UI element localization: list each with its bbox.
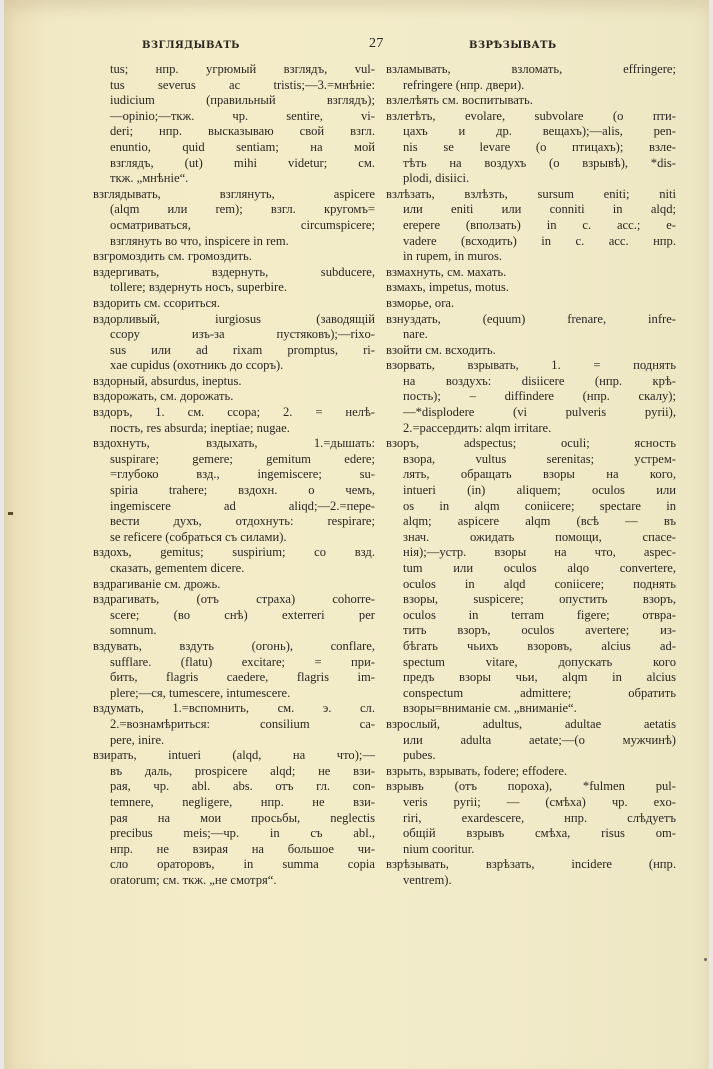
dictionary-entry xyxy=(93,249,375,265)
entry-line: на воздухъ: disiicere (нпр. крѣ- xyxy=(403,373,676,388)
entry-line: refringere (нпр. двери). xyxy=(403,77,525,92)
entry-line: сло ораторовъ, in summa copia xyxy=(110,857,375,872)
entry-line: tus severus ac tristis;—3.=мнѣніе: xyxy=(110,77,375,92)
entry-headword-line: взгромоздить см. громоздить. xyxy=(93,249,252,264)
entry-line: тѣть на воздухъ (о взрывѣ), *dis- xyxy=(403,155,676,170)
entry-line: intueri (in) aliquem; oculos или xyxy=(403,483,676,498)
dictionary-entry xyxy=(93,296,375,312)
left-guide-word: ВЗГЛЯДЫВАТЬ xyxy=(142,40,240,51)
entry-headword-line: взглядывать, взглянуть, aspicere xyxy=(93,186,375,201)
entry-line: вести духъ, отдохнуть: respirare; xyxy=(110,514,375,529)
entry-line: —opinio;—ткж. чр. sentire, vi- xyxy=(110,108,375,123)
dictionary-entry xyxy=(93,374,375,390)
entry-line: или eniti или conniti in alqd; xyxy=(403,202,676,217)
dictionary-entry xyxy=(93,405,375,436)
dictionary-entry xyxy=(386,187,676,265)
left-column xyxy=(93,62,375,888)
entry-line: os in alqm coniicere; spectare in xyxy=(403,498,676,513)
speck xyxy=(704,958,707,961)
entry-line: oculos in alqd coniicere; поднять xyxy=(403,576,676,591)
entry-line: цахъ и др. вещахъ);—alis, pen- xyxy=(403,124,676,139)
entry-line: oculos in terram figere; отвра- xyxy=(403,607,676,622)
dictionary-entry xyxy=(93,701,375,748)
dictionary-entry xyxy=(93,639,375,701)
dictionary-entry xyxy=(386,296,676,312)
entry-headword-line: вздорожать, см. дорожать. xyxy=(93,389,234,404)
entry-line: осматриваться, circumspicere; xyxy=(110,217,375,232)
entry-line: взглянуть во что, inspicere in rem. xyxy=(110,233,289,248)
entry-line: sus или ad rixam promptus, ri- xyxy=(110,342,375,357)
entry-headword-line: вздумать, 1.=вспомнить, см. э. сл. xyxy=(93,701,375,716)
entry-line: pubes. xyxy=(403,748,436,763)
entry-line: нія);—устр. взоры на что, aspec- xyxy=(403,545,676,560)
entry-headword-line: вздорливый, iurgiosus (заводящій xyxy=(93,311,375,326)
entry-headword-line: вздоръ, 1. см. ссора; 2. = нелѣ- xyxy=(93,405,375,420)
entry-line: взглядъ, (ut) mihi videtur; см. xyxy=(110,155,375,170)
entry-headword-line: взрослый, adultus, adultae aetatis xyxy=(386,716,676,731)
entry-line: бѣгать чьихъ взоровъ, alcius ad- xyxy=(403,638,676,653)
dictionary-entry xyxy=(386,109,676,187)
dictionary-entry xyxy=(386,857,676,888)
dictionary-entry xyxy=(386,343,676,359)
entry-headword-line: взрывъ (отъ пороха), *fulmen pul- xyxy=(386,779,676,794)
entry-line: знач. ожидать помощи, спасе- xyxy=(403,529,676,544)
entry-line: nium cooritur. xyxy=(403,841,475,856)
entry-line: =глубоко взд., ingemiscere; su- xyxy=(110,467,375,482)
entry-headword-line: взламывать, взломать, effringere; xyxy=(386,62,676,76)
dictionary-entry xyxy=(93,436,375,545)
entry-headword-line: взорвать, взрывать, 1. = поднять xyxy=(386,358,676,373)
dictionary-entry xyxy=(386,717,676,764)
entry-headword-line: вздрагиваніе см. дрожь. xyxy=(93,576,221,591)
entry-line: пость, res absurda; ineptiae; nugae. xyxy=(110,420,290,435)
page-header xyxy=(4,36,709,56)
right-column xyxy=(386,62,676,888)
entry-line: ingemiscere ad aliqd;—2.=пере- xyxy=(110,498,375,513)
entry-line: oratorum; см. ткж. „не смотря“. xyxy=(110,872,277,887)
entry-line: предъ взоры чьи, alqm in alcius xyxy=(403,670,676,685)
entry-headword-line: взнуздать, (equum) frenare, infre- xyxy=(386,311,676,326)
entry-line: in rupem, in muros. xyxy=(403,249,502,264)
entry-line: erepere (вползать) in c. acc.; e- xyxy=(403,217,676,232)
entry-line: tus; нпр. угрюмый взглядъ, vul- xyxy=(110,62,375,76)
entry-line: riri, exardescere, нпр. слѣдуетъ xyxy=(403,810,676,825)
entry-headword-line: взлетѣть, evolare, subvolare (о пти- xyxy=(386,108,676,123)
entry-headword-line: взрыть, взрывать, fodere; effodere. xyxy=(386,763,568,778)
dictionary-entry xyxy=(93,62,375,187)
entry-line: взоры, suspicere; опустить взоръ, xyxy=(403,592,676,607)
entry-line: пость); – diffindere (нпр. скалу); xyxy=(403,389,676,404)
entry-line: тить взоръ, oculos avertere; из- xyxy=(403,623,676,638)
entry-line: plodi, disiici. xyxy=(403,171,470,186)
entry-headword-line: взоръ, adspectus; oculi; ясность xyxy=(386,436,676,451)
dictionary-entry xyxy=(386,779,676,857)
entry-line: (alqm или rem); взгл. кругомъ= xyxy=(110,202,375,217)
entry-headword-line: вздергивать, вздернуть, subducere, xyxy=(93,264,375,279)
entry-line: temnere, negligere, нпр. не взи- xyxy=(110,794,375,809)
entry-line: veris pyrii; — (смѣха) чр. exo- xyxy=(403,794,676,809)
entry-headword-line: вздорить см. ссориться. xyxy=(93,295,220,310)
entry-line: 2.=вознамѣриться: consilium ca- xyxy=(110,716,375,731)
entry-line: ventrem). xyxy=(403,872,452,887)
dictionary-page xyxy=(4,0,709,1069)
entry-headword-line: вздохнуть, вздыхать, 1.=дышать: xyxy=(93,436,375,451)
dictionary-entry xyxy=(386,265,676,281)
entry-line: nis se levare (о птицахъ); взле- xyxy=(403,139,676,154)
entry-line: deri; нпр. высказываю свой взгл. xyxy=(110,124,375,139)
entry-headword-line: взойти см. всходить. xyxy=(386,342,496,357)
dictionary-entry xyxy=(93,312,375,374)
entry-line: сказать, gementem dicere. xyxy=(110,561,245,575)
entry-line: suspirare; gemere; gemitum edere; xyxy=(110,451,375,466)
dictionary-entry xyxy=(93,592,375,639)
right-guide-word: ВЗРѢЗЫВАТЬ xyxy=(469,40,557,51)
entry-line: se reficere (собраться съ силами). xyxy=(110,529,287,544)
entry-headword-line: взмахнуть, см. махать. xyxy=(386,264,507,279)
dictionary-entry xyxy=(386,312,676,343)
dictionary-entry xyxy=(386,764,676,780)
margin-mark xyxy=(8,512,13,515)
entry-line: взора, vultus serenitas; устрем- xyxy=(403,451,676,466)
dictionary-entry xyxy=(386,93,676,109)
entry-line: въ даль, prospicere alqd; не взи- xyxy=(110,763,375,778)
dictionary-entry xyxy=(93,577,375,593)
dictionary-entry xyxy=(93,545,375,576)
entry-headword-line: вздорный, absurdus, ineptus. xyxy=(93,373,242,388)
dictionary-entry xyxy=(386,280,676,296)
dictionary-entry xyxy=(93,187,375,249)
entry-line: лять, обращать взоры на кого, xyxy=(403,467,676,482)
entry-line: scere; (во снѣ) exterreri per xyxy=(110,607,375,622)
page-number: 27 xyxy=(369,36,384,51)
entry-line: vadere (всходить) in c. acc. нпр. xyxy=(403,233,676,248)
entry-headword-line: вздохъ, gemitus; suspirium; со взд. xyxy=(93,545,375,560)
entry-line: —*displodere (vi pulveris pyrii), xyxy=(403,405,676,420)
dictionary-entry xyxy=(93,389,375,405)
dictionary-entry xyxy=(386,358,676,436)
entry-line: ссору изъ-за пустяковъ);—rixo- xyxy=(110,327,375,342)
entry-line: или adulta aetate;—(о мужчинѣ) xyxy=(403,732,676,747)
entry-line: sufflare. (flatu) excitare; = при- xyxy=(110,654,375,669)
entry-line: spiria trahere; вздохн. о чемъ, xyxy=(110,483,375,498)
dictionary-entry xyxy=(93,748,375,888)
entry-headword-line: вздрагивать, (отъ страха) cohorre- xyxy=(93,592,375,607)
entry-line: plere;—ся, tumescere, intumescere. xyxy=(110,685,291,700)
entry-line: бить, flagris caedere, flagris im- xyxy=(110,670,375,685)
entry-line: iudicium (правильный взглядъ); xyxy=(110,93,375,108)
dictionary-entry xyxy=(386,62,676,93)
dictionary-entry xyxy=(386,436,676,717)
entry-line: общій взрывъ смѣха, risus om- xyxy=(403,826,676,841)
entry-line: рая на мои просьбы, neglectis xyxy=(110,810,375,825)
entry-line: взоры=вниманіе см. „вниманіе“. xyxy=(403,701,577,716)
entry-line: somnum. xyxy=(110,623,157,638)
entry-line: xae cupidus (охотникъ до ссоръ). xyxy=(110,358,284,373)
entry-headword-line: взлѣзать, взлѣзть, sursum eniti; niti xyxy=(386,186,676,201)
entry-line: precibus meis;—чр. in съ abl., xyxy=(110,826,375,841)
entry-line: рая, чр. abl. abs. отъ гл. con- xyxy=(110,779,375,794)
entry-line: 2.=рассердить: alqm irritare. xyxy=(403,420,552,435)
entry-headword-line: взморье, ora. xyxy=(386,295,455,310)
entry-line: spectum vitare, допускать кого xyxy=(403,654,676,669)
entry-line: nare. xyxy=(403,327,428,342)
entry-headword-line: взмахъ, impetus, motus. xyxy=(386,280,509,295)
entry-line: tollere; вздернуть носъ, superbire. xyxy=(110,280,287,295)
entry-headword-line: вздувать, вздуть (огонь), conflare, xyxy=(93,638,375,653)
entry-line: нпр. не взирая на большое чи- xyxy=(110,841,375,856)
entry-line: tum или oculos alqo convertere, xyxy=(403,561,676,575)
entry-line: ткж. „мнѣніе“. xyxy=(110,171,189,186)
entry-line: pere, inire. xyxy=(110,732,165,747)
dictionary-entry xyxy=(93,265,375,296)
entry-headword-line: взлелѣять см. воспитывать. xyxy=(386,93,533,108)
entry-line: conspectum admittere; обратить xyxy=(403,685,676,700)
entry-headword-line: взрѣзывать, взрѣзать, incidere (нпр. xyxy=(386,857,676,872)
entry-line: alqm; aspicere alqm (всѣ — въ xyxy=(403,514,676,529)
entry-headword-line: взирать, intueri (alqd, на что);— xyxy=(93,748,375,763)
entry-line: enuntio, quid sentiam; на мой xyxy=(110,139,375,154)
